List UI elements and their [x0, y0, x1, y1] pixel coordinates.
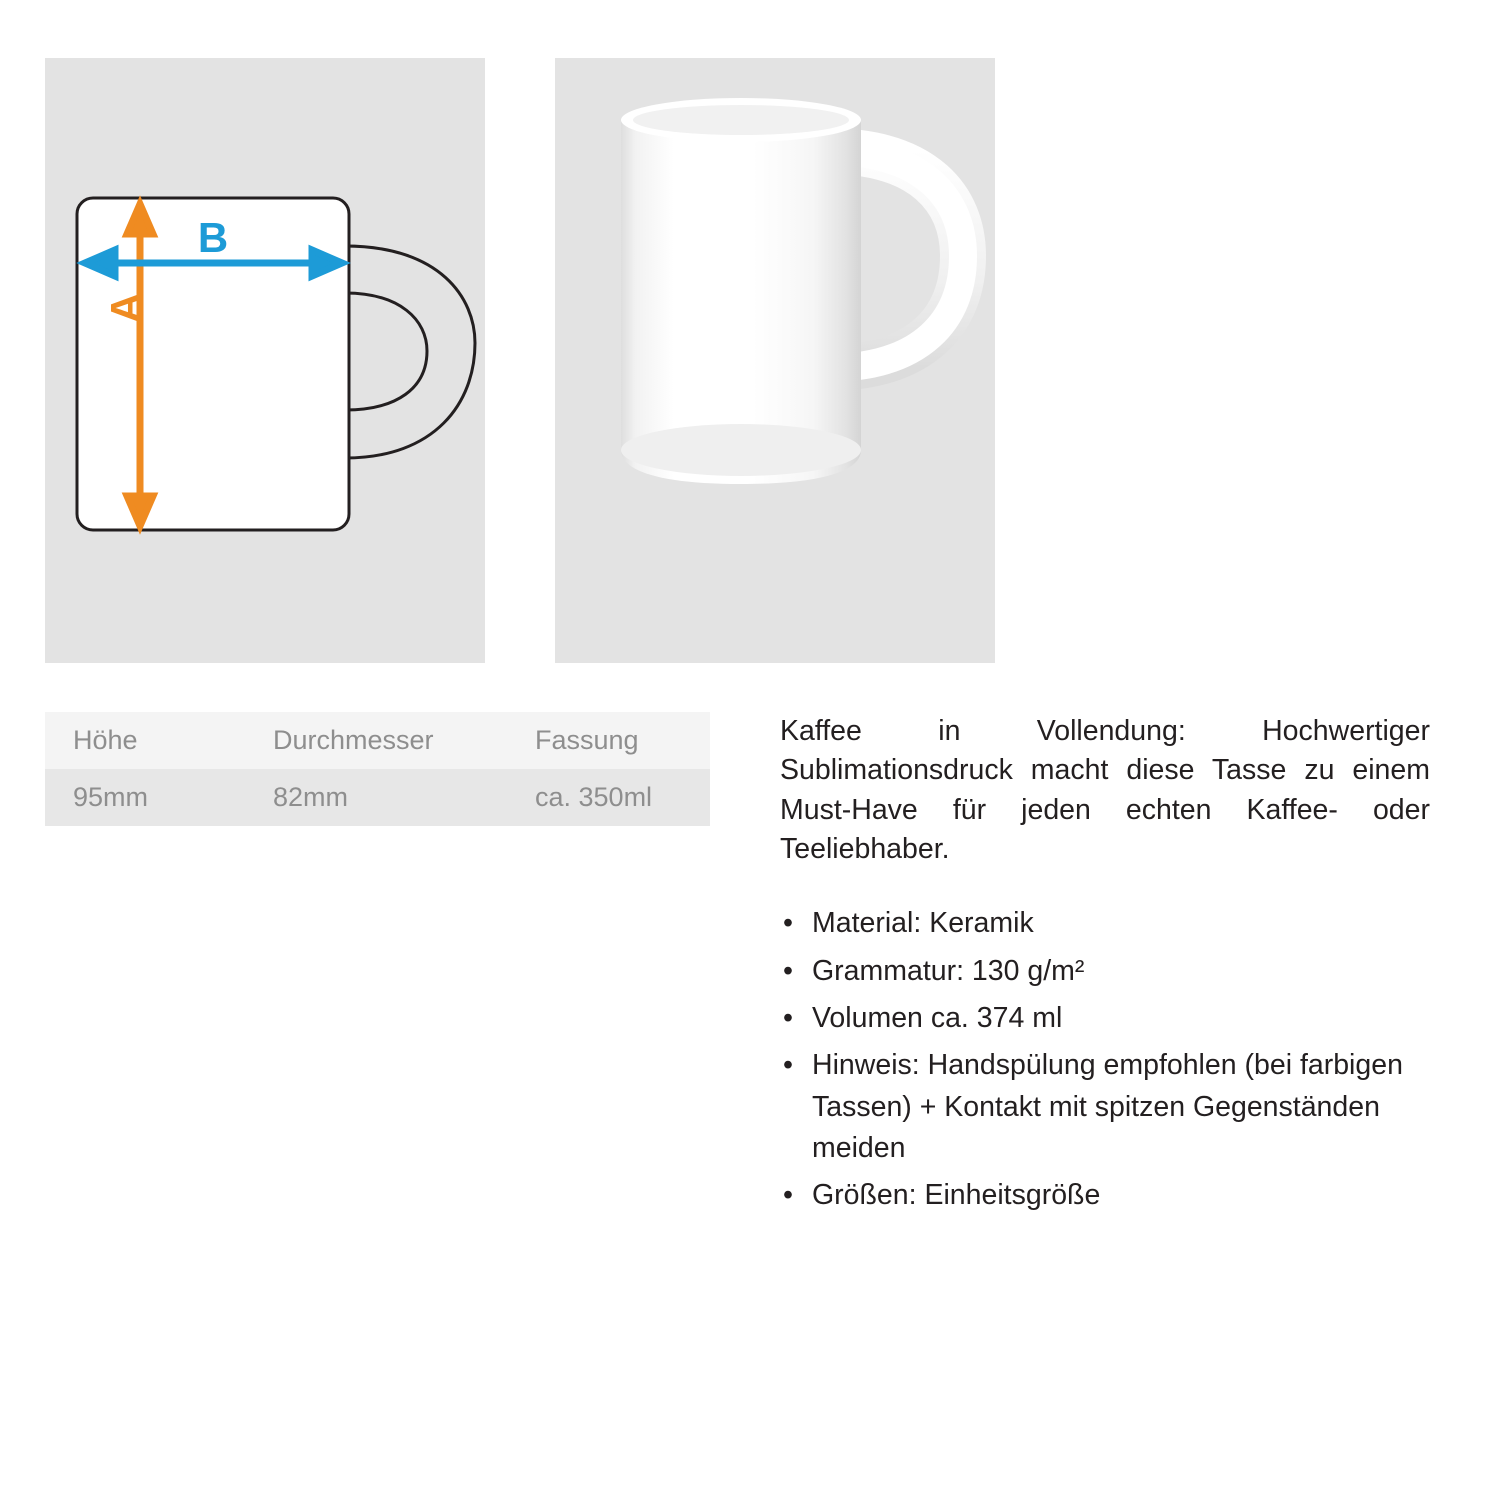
- bullet-icon: •: [783, 954, 793, 987]
- list-item-label: Material: Keramik: [812, 907, 1034, 940]
- list-item: [780, 998, 1430, 1039]
- specs-table: [45, 712, 710, 826]
- list-item-label: Größen: Einheitsgröße: [812, 1179, 1101, 1212]
- list-item: [780, 1045, 1430, 1169]
- table-row: [45, 769, 710, 826]
- mug-dimension-diagram: [45, 58, 485, 663]
- header-durchmesser: Durchmesser: [273, 725, 434, 755]
- description-intro: Kaffee in Vollendung: Hochwertiger Sublimationsdruck macht diese Tasse zu einem Must-Have für jeden echten Kaffee- oder Teeliebhaber.: [780, 715, 1430, 865]
- header-hoehe: Höhe: [73, 725, 138, 755]
- bullet-icon: •: [783, 1179, 793, 1212]
- label-height: A: [102, 292, 149, 324]
- bullet-icon: •: [783, 1001, 793, 1034]
- list-item-label: Grammatur: 130 g/m²: [812, 954, 1085, 987]
- list-item: [780, 903, 1430, 944]
- value-durchmesser: 82mm: [273, 782, 349, 812]
- list-item: [780, 951, 1430, 992]
- header-fassung: Fassung: [535, 725, 639, 755]
- list-item-label: Hinweis: Handspülung empfohlen (bei farbigen Tassen) + Kontakt mit spitzen Gegenständen meiden: [812, 1049, 1403, 1164]
- product-description: [780, 712, 1430, 1223]
- mug-photo: [555, 58, 995, 663]
- value-hoehe: 95mm: [73, 782, 149, 812]
- value-fassung: ca. 350ml: [535, 782, 653, 812]
- list-item: [780, 1175, 1430, 1216]
- list-item-label: Volumen ca. 374 ml: [812, 1001, 1063, 1034]
- table-header-row: [45, 712, 710, 769]
- bullet-icon: •: [783, 907, 793, 940]
- description-bullet-list: [780, 903, 1430, 1216]
- product-images: [45, 58, 1455, 663]
- label-diameter: B: [197, 214, 229, 261]
- bullet-icon: •: [783, 1049, 793, 1082]
